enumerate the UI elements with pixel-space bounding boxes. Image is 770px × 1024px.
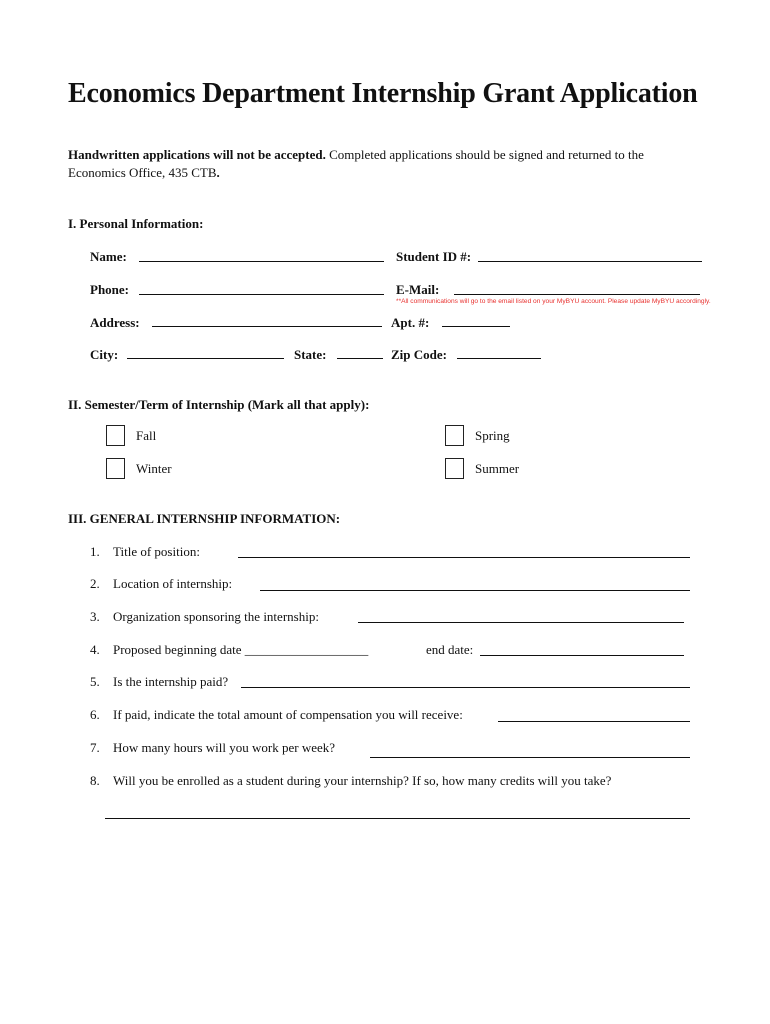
internship-location-field[interactable] — [260, 590, 690, 591]
phone-field[interactable] — [139, 294, 384, 295]
intro-rest-text: Completed applications should be signed and returned to the Economics Office, 435 CTB — [68, 147, 644, 180]
address-field[interactable] — [152, 326, 382, 327]
spring-label: Spring — [475, 428, 510, 443]
section-semester-heading: II. Semester/Term of Internship (Mark all that apply): — [68, 397, 370, 412]
phone-label: Phone: — [90, 282, 129, 297]
apt-field[interactable] — [442, 326, 510, 327]
q7-number: 7. — [90, 740, 100, 755]
state-label: State: — [294, 347, 327, 362]
zip-field[interactable] — [457, 358, 541, 359]
end-date-label: end date: — [426, 642, 474, 657]
city-label: City: — [90, 347, 119, 362]
city-field[interactable] — [127, 358, 284, 359]
q3-number: 3. — [90, 609, 100, 624]
q1-label: Title of position: — [113, 544, 200, 559]
q1-number: 1. — [90, 544, 100, 559]
q8-label: Will you be enrolled as a student during your internship? If so, how many credits will you take? — [113, 773, 612, 788]
zip-label: Zip Code: — [391, 347, 447, 362]
name-field[interactable] — [139, 261, 384, 262]
address-label: Address: — [90, 315, 140, 330]
q4-number: 4. — [90, 642, 100, 657]
name-label: Name: — [90, 249, 127, 264]
page-title: Economics Department Internship Grant Application — [68, 78, 698, 109]
compensation-field[interactable] — [498, 721, 690, 722]
apt-label: Apt. #: — [391, 315, 430, 330]
section-internship-heading: III. GENERAL INTERNSHIP INFORMATION: — [68, 511, 341, 526]
credits-field[interactable] — [105, 818, 690, 819]
position-title-field[interactable] — [238, 557, 690, 558]
q2-label: Location of internship: — [113, 576, 233, 591]
q5-label: Is the internship paid? — [113, 674, 229, 689]
summer-checkbox[interactable] — [445, 458, 464, 479]
q8-number: 8. — [90, 773, 100, 788]
student-id-label: Student ID #: — [396, 249, 472, 264]
paid-field[interactable] — [241, 687, 690, 688]
end-date-field[interactable] — [480, 655, 684, 656]
winter-label: Winter — [136, 461, 172, 476]
intro-text — [68, 146, 678, 182]
spring-checkbox[interactable] — [445, 425, 464, 446]
q5-number: 5. — [90, 674, 100, 689]
student-id-field[interactable] — [478, 261, 702, 262]
fall-label: Fall — [136, 428, 157, 443]
q2-number: 2. — [90, 576, 100, 591]
q6-number: 6. — [90, 707, 100, 722]
state-field[interactable] — [337, 358, 383, 359]
intro-period: . — [216, 165, 220, 180]
email-note: **All communications will go to the email listed on your MyBYU account. Please update MyBYU accordingly. — [396, 298, 711, 305]
email-label: E-Mail: — [396, 282, 440, 297]
fall-checkbox[interactable] — [106, 425, 125, 446]
q4-label: Proposed beginning date ___________________ — [113, 642, 369, 657]
intro-bold-text: Handwritten applications will not be accepted. — [68, 147, 326, 162]
q3-label: Organization sponsoring the internship: — [113, 609, 319, 624]
winter-checkbox[interactable] — [106, 458, 125, 479]
q7-label: How many hours will you work per week? — [113, 740, 336, 755]
hours-per-week-field[interactable] — [370, 757, 690, 758]
section-personal-heading: I. Personal Information: — [68, 216, 204, 231]
email-field[interactable] — [454, 294, 700, 295]
q6-label: If paid, indicate the total amount of compensation you will receive: — [113, 707, 463, 722]
summer-label: Summer — [475, 461, 520, 476]
sponsor-organization-field[interactable] — [358, 622, 684, 623]
